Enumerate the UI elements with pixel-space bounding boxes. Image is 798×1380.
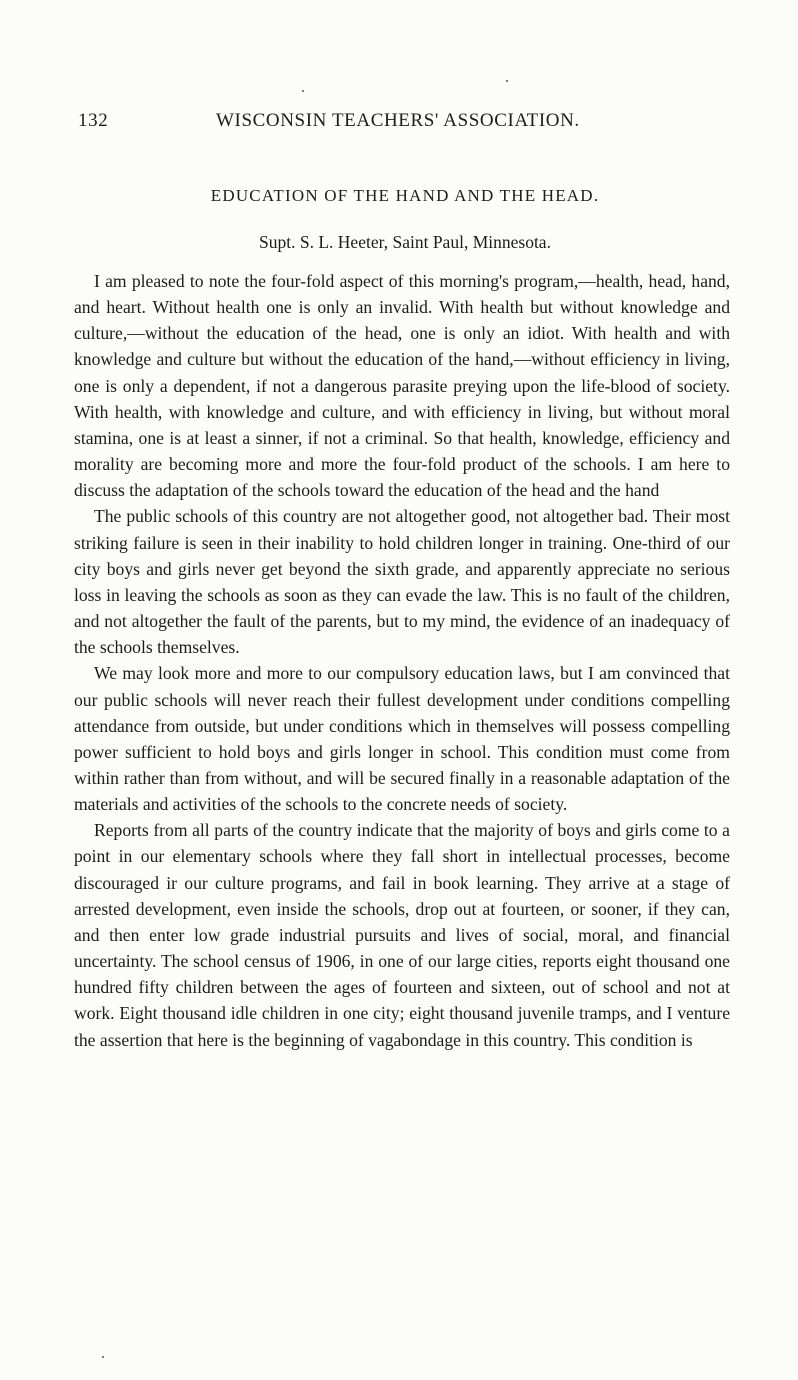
print-speck xyxy=(102,1356,104,1358)
article-body xyxy=(74,268,730,1053)
page-number: 132 xyxy=(78,110,109,131)
article-title: EDUCATION OF THE HAND AND THE HEAD. xyxy=(210,186,600,205)
paragraph: I am pleased to note the four-fold aspect of this morning's program,—health, head, hand, and heart. Without health one is only an invalid. With health but without knowledge and culture,—without the education of the head, one is only an idiot. With health and with knowledge and culture but without the education of the hand,—without efficiency in living, one is only a dependent, if not a dangerous parasite preying upon the life-blood of society. With health, with knowledge and culture, and with efficiency in living, but without moral stamina, one is at least a sinner, if not a criminal. So that health, knowledge, efficiency and morality are becoming more and more the four-fold product of the schools. I am here to discuss the adaptation of the schools toward the education of the head and the hand xyxy=(74,271,730,501)
print-speck xyxy=(506,80,508,82)
print-speck xyxy=(302,90,304,92)
article-author: Supt. S. L. Heeter, Saint Paul, Minnesota. xyxy=(259,232,551,252)
paragraph: The public schools of this country are not altogether good, not altogether bad. Their most striking failure is seen in their inability to hold children longer in training. One-third of our city boys and girls never get beyond the sixth grade, and apparently appreciate no serious loss in leaving the schools as soon as they can evade the law. This is no fault of the children, and not altogether the fault of the parents, but to my mind, the evidence of an inadequacy of the schools themselves. xyxy=(74,506,730,658)
paragraph: We may look more and more to our compulsory education laws, but I am convinced that our public schools will never reach their fullest development under conditions compelling attendance from outside, but under conditions which in themselves will possess compelling power sufficient to hold boys and girls longer in school. This condition must come from within rather than from without, and will be secured finally in a reasonable adaptation of the materials and activities of the schools to the concrete needs of society. xyxy=(74,663,730,815)
running-head: WISCONSIN TEACHERS' ASSOCIATION. xyxy=(216,110,580,131)
paragraph: Reports from all parts of the country indicate that the majority of boys and girls come to a point in our elementary schools where they fall short in intellectual processes, become discouraged ir our culture programs, and fail in book learning. They arrive at a stage of arrested development, even inside the schools, drop out at fourteen, or sooner, if they can, and then enter low grade industrial pursuits and lives of social, moral, and financial uncertainty. The school census of 1906, in one of our large cities, reports eight thousand one hundred fifty children between the ages of fourteen and sixteen, out of school and not at work. Eight thousand idle children in one city; eight thousand juvenile tramps, and I venture the assertion that here is the beginning of vagabondage in this country. This condition is xyxy=(74,820,730,1050)
